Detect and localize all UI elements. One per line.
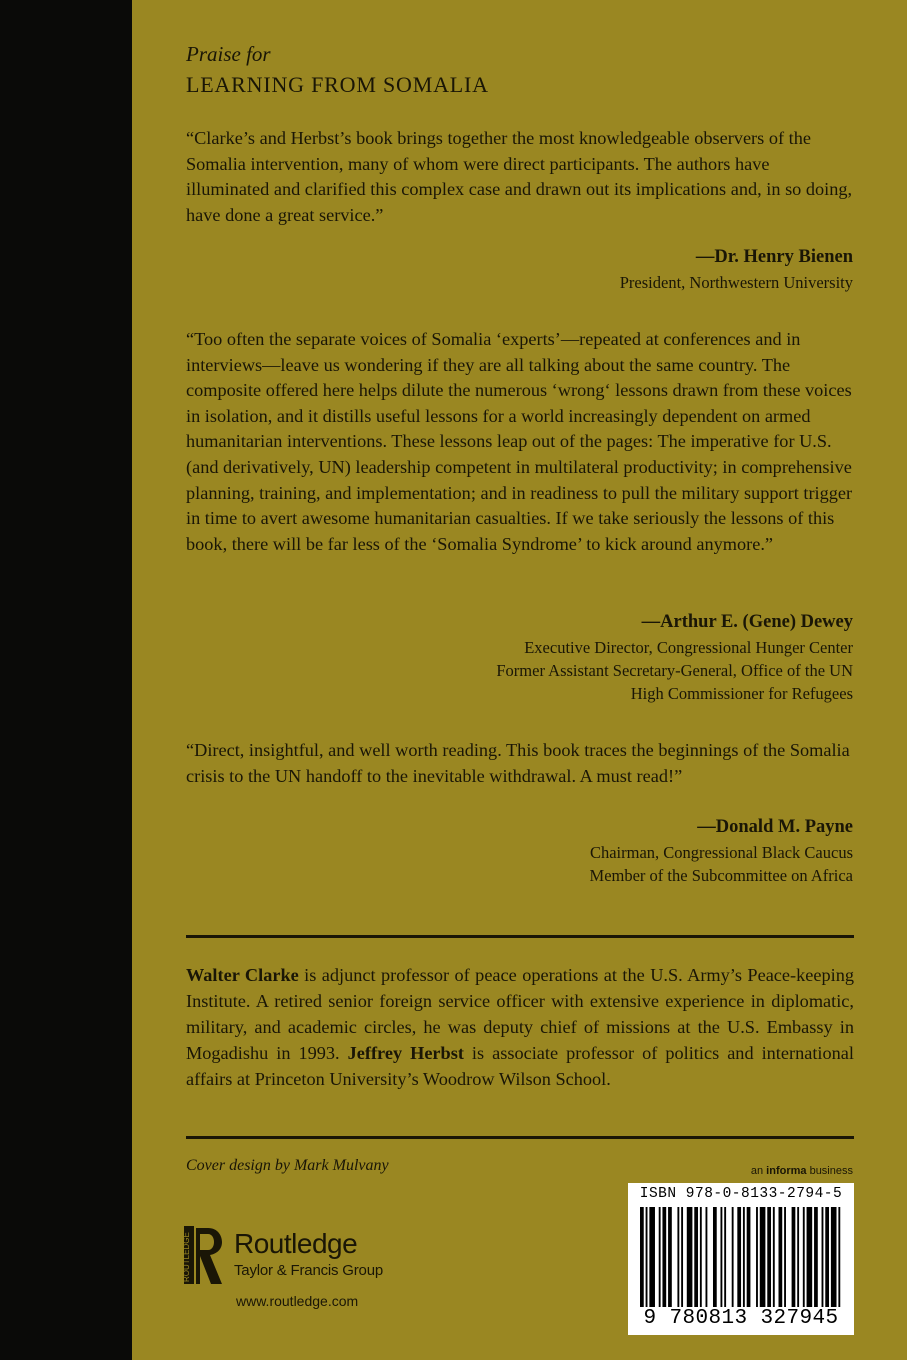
quote-2-text: “Too often the separate voices of Somalia ‘experts’—repeated at conferences and in interviews—leave us wondering if they are all talking about the same country. The composite offered here helps dilute the numerous ‘wrong‘ lessons drawn from these voices in isolation, and it distills useful lessons for a world increasingly dependent on armed humanitarian interventions. These lessons leap out of the pages: The imperative for U.S. (and derivatively, UN) leadership competent in multilateral productivity; in comprehensive planning, training, and implementation; and in readiness to pull the military support trigger in time to avert awesome humanitarian casualties. If we take seriously the lessons of this book, there will be far less of the ‘Somalia Syndrome’ to kick around anymore.”: [186, 329, 853, 554]
quote-1-author: —Dr. Henry Bienen: [695, 247, 853, 267]
publisher-url: www.routledge.com: [236, 1293, 359, 1309]
spine-logo-text: ROUTLEDGE: [182, 1232, 191, 1282]
quote-2-author-title: Executive Director, Congressional Hunger Center: [524, 638, 853, 657]
quote-2-author-title: Former Assistant Secretary-General, Office of the UN: [496, 661, 853, 680]
barcode-bars: [640, 1207, 844, 1307]
publisher-name: Routledge: [234, 1228, 358, 1259]
routledge-logo: [184, 1224, 414, 1290]
author-name: Jeffrey Herbst: [347, 1043, 464, 1063]
praise-for-heading: Praise for: [186, 42, 271, 66]
quote-3-author: —Donald M. Payne: [697, 817, 853, 837]
isbn-label: ISBN 978-0-8133-2794-5: [639, 1186, 843, 1202]
book-spine: [0, 0, 132, 1360]
informa-tagline: an informa business: [750, 1165, 853, 1177]
ean-number: 9 780813 327945: [643, 1307, 839, 1330]
quote-2-author-title: High Commissioner for Refugees: [630, 684, 853, 703]
cover-design-credit: Cover design by Mark Mulvany: [186, 1157, 389, 1174]
publisher-group: Taylor & Francis Group: [234, 1262, 383, 1279]
quote-3-author-title: Member of the Subcommittee on Africa: [589, 866, 853, 885]
quote-1-author-title: President, Northwestern University: [619, 273, 853, 292]
informa-brand: informa: [766, 1165, 807, 1177]
author-name: Walter Clarke: [186, 965, 299, 985]
quote-1-text: “Clarke’s and Herbst’s book brings together the most knowledgeable observers of the Somalia intervention, many of whom were direct participants. The authors have illuminated and clarified this complex case and drawn out its implications and, in so doing, have done a great service.”: [186, 128, 853, 225]
quote-2-author: —Arthur E. (Gene) Dewey: [641, 612, 853, 632]
bio-text: is associate professor of politics and international affairs at Princeton University’s Woodrow Wilson School.: [186, 1043, 854, 1089]
author-bio: [186, 962, 854, 1092]
divider-rule: [186, 1136, 854, 1139]
quote-3-text: “Direct, insightful, and well worth reading. This book traces the beginnings of the Somalia crisis to the UN handoff to the inevitable withdrawal. A must read!”: [186, 740, 850, 786]
quote-3-author-title: Chairman, Congressional Black Caucus: [589, 843, 853, 862]
barcode: [628, 1183, 854, 1335]
bio-text: is adjunct professor of peace operations at the U.S. Army’s Peace-keeping Institute. A retired senior foreign service officer with extensive experience in diplomatic, military, and academic circles, he was deputy chief of missions at the U.S. Embassy in Mogadishu in 1993.: [186, 965, 854, 1063]
routledge-r-icon: [184, 1224, 224, 1286]
divider-rule: [186, 935, 854, 938]
book-title: LEARNING FROM SOMALIA: [186, 72, 489, 97]
back-cover: [132, 0, 907, 1360]
